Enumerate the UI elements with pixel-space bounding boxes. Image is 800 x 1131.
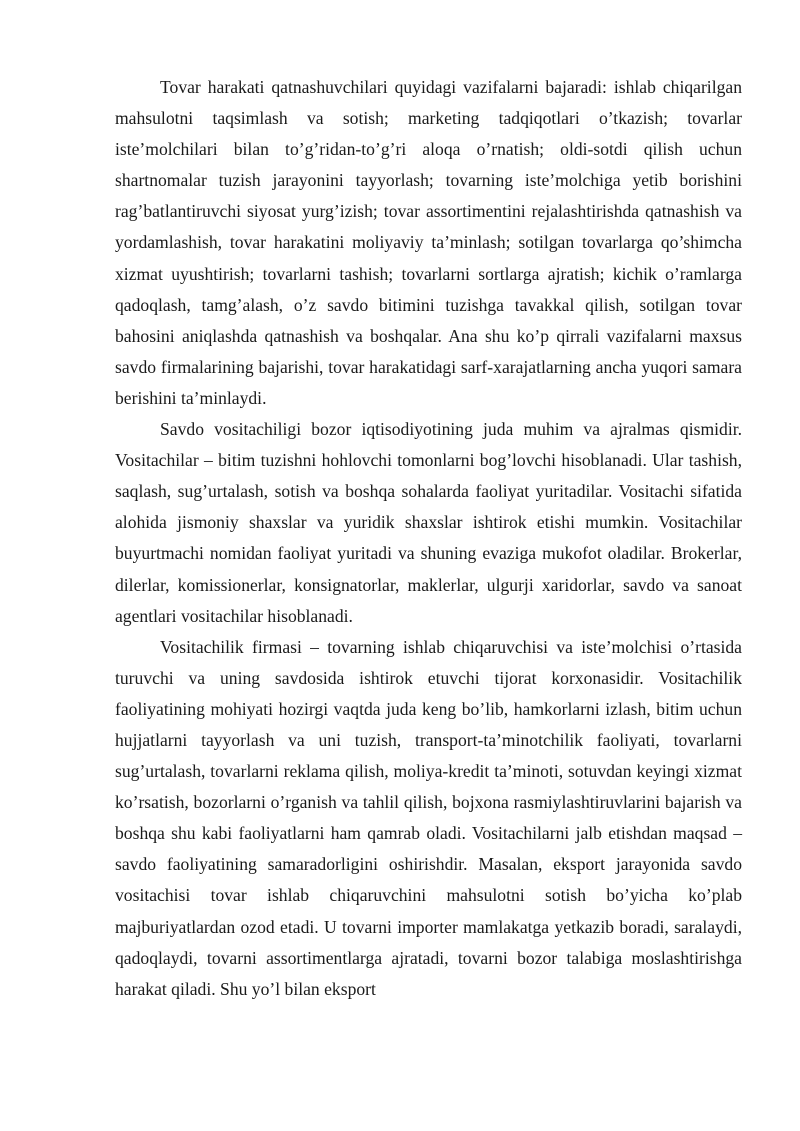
document-body — [115, 72, 742, 1005]
paragraph-3: Vositachilik firmasi – tovarning ishlab chiqaruvchisi va iste’molchisi o’rtasida turuvchi va uning savdosida ishtirok etuvchi tijorat korxonasidir. Vositachilik faoliyatining mohiyati hozirgi vaqtda juda keng bo’lib, hamkorlarni izlash, bitim uchun hujjatlarni tayyorlash va uni tuzish, transport-ta’minotchilik faoliyati, tovarlarni sug’urtalash, tovarlarni reklama qilish, moliya-kredit ta’minoti, sotuvdan keyingi xizmat ko’rsatish, bozorlarni o’rganish va tahlil qilish, bojxona rasmiylashtiruvlarini bajarish va boshqa shu kabi faoliyatlarni ham qamrab oladi. Vositachilarni jalb etishdan maqsad – savdo faoliyatining samaradorligini oshirishdir. Masalan, eksport jarayonida savdo vositachisi tovar ishlab chiqaruvchini mahsulotni sotish bo’yicha ko’plab majburiyatlardan ozod etadi. U tovarni importer mamlakatga yetkazib boradi, saralaydi, qadoqlaydi, tovarni assortimentlarga ajratadi, tovarni bozor talabiga moslashtirishga harakat qiladi. Shu yo’l bilan eksport — [115, 636, 742, 999]
paragraph-1: Tovar harakati qatnashuvchilari quyidagi vazifalarni bajaradi: ishlab chiqarilgan mahsulotni taqsimlash va sotish; marketing tadqiqotlari o’tkazish; tovarlar iste’molchilari bilan to’g’ridan-to’g’ri aloqa o’rnatish; oldi-sotdi qilish uchun shartnomalar tuzish jarayonini tayyorlash; tovarning iste’molchiga yetib borishini rag’batlantiruvchi siyosat yurg’izish; tovar assortimentini rejalashtirishda qatnashish va yordamlashish, tovar harakatini moliyaviy ta’minlash; sotilgan tovarlarga qo’shimcha xizmat uyushtirish; tovarlarni tashish; tovarlarni sortlarga ajratish; kichik o’ramlarga qadoqlash, tamg’alash, o’z savdo bitimini tuzishga tavakkal qilish, sotilgan tovar bahosini aniqlashda qatnashish va boshqalar. Ana shu ko’p qirrali vazifalarni maxsus savdo firmalarining bajarishi, tovar harakatidagi sarf-xarajatlarning ancha yuqori samara berishini ta’minlaydi. — [115, 77, 742, 408]
paragraph-2: Savdo vositachiligi bozor iqtisodiyotining juda muhim va ajralmas qismidir. Vositachilar – bitim tuzishni hohlovchi tomonlarni bog’lovchi hisoblanadi. Ular tashish, saqlash, sug’urtalash, sotish va boshqa sohalarda faoliyat yuritadilar. Vositachi sifatida alohida jismoniy shaxslar va yuridik shaxslar ishtirok etishi mumkin. Vositachilar buyurtmachi nomidan faoliyat yuritadi va shuning evaziga mukofot oladilar. Brokerlar, dilerlar, komissionerlar, konsignatorlar, maklerlar, ulgurji xaridorlar, savdo va sanoat agentlari vositachilar hisoblanadi. — [115, 419, 742, 626]
